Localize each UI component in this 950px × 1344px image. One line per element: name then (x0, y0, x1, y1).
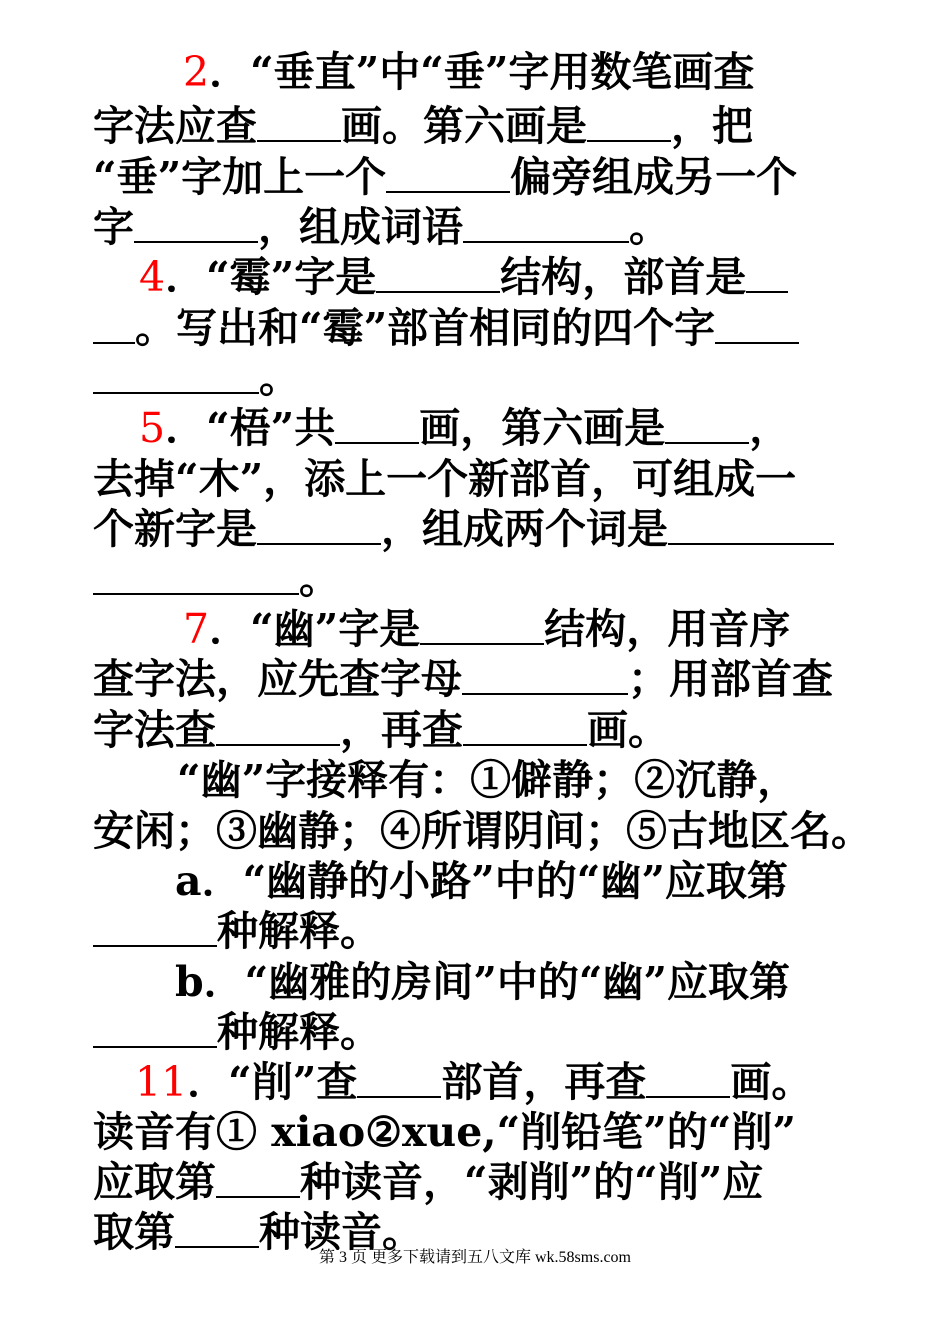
answer-blank[interactable] (93, 308, 135, 344)
q4-line-3: 。 (93, 353, 853, 403)
answer-blank[interactable] (420, 609, 544, 645)
answer-blank[interactable] (746, 257, 788, 293)
answer-blank[interactable] (134, 207, 258, 243)
q7-line-4: “幽”字接释有：①僻静；②沉静， (177, 756, 799, 804)
q11-line-4: 取第 种读音。 (93, 1208, 423, 1256)
q7-line-a2: 种解释。 (93, 906, 853, 956)
answer-blank[interactable] (376, 257, 500, 293)
q7-line-b2: 种解释。 (93, 1007, 853, 1057)
answer-blank[interactable] (216, 710, 340, 746)
answer-blank[interactable] (257, 509, 381, 545)
q2-line-2: 字法应查 画。第六画是 ，把 (93, 102, 753, 150)
q7-line-b1: b．“幽雅的房间”中的“幽”应取第 (175, 958, 790, 1006)
q5-line-2: 去掉“木”，添上一个新部首，可组成一 (93, 455, 797, 503)
q7-line-5: 安闲；③幽静；④所谓阴间；⑤古地区名。 (93, 807, 872, 855)
q5-line-3: 个新字是 ，组成两个词是 (93, 504, 853, 554)
answer-blank[interactable] (216, 1162, 300, 1198)
answer-blank[interactable] (386, 157, 510, 193)
answer-blank[interactable] (357, 1062, 441, 1098)
q11-line-1: 11．“削”查 部首，再查 画。 (135, 1058, 813, 1106)
q4-line-2: 。写出和“霉”部首相同的四个字 (93, 303, 853, 353)
answer-blank[interactable] (665, 408, 749, 444)
q7-line-a1: a．“幽静的小路”中的“幽”应取第 (175, 857, 788, 905)
q5-number: 5 (139, 404, 166, 452)
q4-number: 4 (139, 253, 166, 301)
answer-blank[interactable] (93, 559, 299, 595)
q2-number: 2 (183, 48, 210, 96)
answer-blank[interactable] (463, 207, 629, 243)
q11-line-3: 应取第 种读音，“剥削”的“削”应 (93, 1158, 764, 1206)
answer-blank[interactable] (93, 911, 217, 947)
q7-line-3: 字法查 ，再查 画。 (93, 706, 669, 754)
q7-line-1: 7．“幽”字是 结构，用音序 (183, 605, 791, 653)
answer-blank[interactable] (715, 308, 799, 344)
answer-blank[interactable] (93, 358, 259, 394)
q5-line-1: 5．“梧”共 画，第六画是 ， (139, 404, 791, 452)
page-footer: 第 3 页 更多下载请到五八文库 wk.58sms.com (318, 1249, 631, 1266)
q11-line-2: 读音有① xiao②xue,“削铅笔”的“削” (93, 1108, 796, 1156)
answer-blank[interactable] (335, 408, 419, 444)
q5-line-4: 。 (93, 554, 853, 604)
answer-blank[interactable] (668, 509, 834, 545)
q2-line-1: 2．“垂直”中“垂”字用数笔画查 (183, 48, 755, 96)
q2-line-4: 字 ，组成词语 。 (93, 203, 670, 251)
q4-line-1: 4．“霉”字是 结构，部首是 (93, 252, 853, 302)
answer-blank[interactable] (175, 1212, 259, 1248)
answer-blank[interactable] (93, 1012, 217, 1048)
answer-blank[interactable] (463, 710, 587, 746)
answer-blank[interactable] (257, 106, 341, 142)
q11-number: 11 (135, 1058, 188, 1106)
answer-blank[interactable] (462, 659, 628, 695)
q7-number: 7 (183, 605, 210, 653)
q7-line-2: 查字法，应先查字母 ；用部首查 (93, 655, 833, 703)
answer-blank[interactable] (587, 106, 671, 142)
answer-blank[interactable] (646, 1062, 730, 1098)
q2-line-3: “垂”字加上一个 偏旁组成另一个 (93, 153, 798, 201)
